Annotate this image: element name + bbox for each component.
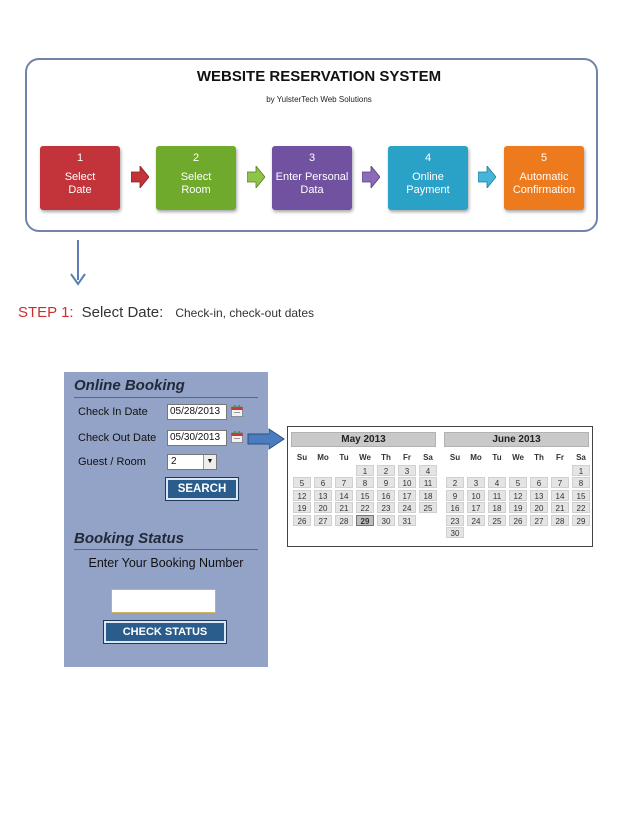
day-cell[interactable]: 17 [467,502,485,513]
day-cell[interactable]: 23 [377,502,395,513]
day-cell[interactable]: 3 [398,465,416,476]
day-cell[interactable]: 11 [488,490,506,501]
day-cell[interactable]: 4 [419,465,437,476]
check-out-label: Check Out Date [78,432,157,444]
empty-day-cell [530,465,548,476]
guest-room-value: 2 [171,456,177,467]
empty-day-cell [488,527,506,538]
day-cell[interactable]: 22 [572,502,590,513]
day-cell[interactable]: 7 [551,477,569,488]
day-cell[interactable]: 5 [509,477,527,488]
weekday-row [444,451,589,465]
weekday-label: Th [534,453,544,462]
weekday-label: Sa [423,453,433,462]
weekday-label: Mo [317,453,329,462]
empty-day-cell [314,465,332,476]
day-cell[interactable]: 29 [572,515,590,526]
day-cell[interactable]: 15 [356,490,374,501]
day-cell[interactable]: 19 [509,502,527,513]
day-cell[interactable]: 9 [446,490,464,501]
booking-number-input[interactable] [111,589,216,613]
day-cell[interactable]: 7 [335,477,353,488]
pointer-arrow-icon [247,428,285,450]
system-subtitle: by YulsterTech Web Solutions [266,95,372,104]
day-cell[interactable]: 27 [530,515,548,526]
day-cell[interactable]: 1 [572,465,590,476]
month-title: May 2013 [291,432,436,447]
empty-day-cell [335,465,353,476]
step-number: 1 [76,152,84,164]
guest-room-label: Guest / Room [78,456,146,468]
step-arrow-icon [131,166,149,188]
day-cell[interactable]: 25 [419,502,437,513]
day-cell[interactable]: 10 [467,490,485,501]
day-cell[interactable]: 11 [419,477,437,488]
empty-day-cell [419,515,437,526]
day-cell[interactable]: 30 [446,527,464,538]
day-cell[interactable]: 18 [419,490,437,501]
date-picker-calendar [287,426,593,547]
weekday-label: Mo [470,453,482,462]
check-in-label: Check In Date [78,406,148,418]
day-cell[interactable]: 23 [446,515,464,526]
step-box-2 [156,146,236,210]
day-cell[interactable]: 14 [335,490,353,501]
day-cell[interactable]: 25 [488,515,506,526]
step-number: 4 [424,152,432,164]
step-box-4 [388,146,468,210]
day-cell[interactable]: 28 [335,515,353,526]
step-number: 2 [192,152,200,164]
empty-day-cell [509,527,527,538]
day-cell[interactable]: 27 [314,515,332,526]
weekday-label: Tu [339,453,349,462]
weekday-label: Su [296,453,308,462]
check-status-button[interactable]: CHECK STATUS [104,621,226,643]
day-cell[interactable]: 30 [377,515,395,526]
day-cell[interactable]: 20 [530,502,548,513]
day-cell[interactable]: 6 [530,477,548,488]
booking-number-prompt: Enter Your Booking Number [88,556,244,570]
day-cell[interactable]: 12 [509,490,527,501]
day-cell[interactable]: 13 [314,490,332,501]
step-arrow-icon [247,166,265,188]
step-label: Online Payment [406,171,450,196]
day-cell[interactable]: 8 [572,477,590,488]
step-box-3 [272,146,352,210]
check-out-input[interactable]: 05/30/2013 [167,430,227,446]
empty-day-cell [551,465,569,476]
empty-day-cell [488,465,506,476]
booking-status-title: Booking Status [74,530,185,547]
booking-panel [64,372,268,667]
weekday-label: Su [449,453,461,462]
day-cell[interactable]: 24 [467,515,485,526]
weekday-label: Th [381,453,391,462]
day-cell[interactable]: 9 [377,477,395,488]
day-cell[interactable]: 2 [377,465,395,476]
month-may-2013 [291,432,436,526]
day-cell[interactable]: 21 [551,502,569,513]
weekday-row [291,451,436,465]
day-cell[interactable]: 26 [293,515,311,526]
online-booking-title: Online Booking [74,377,185,394]
day-cell[interactable]: 26 [509,515,527,526]
guest-room-select[interactable] [167,454,217,470]
day-cell[interactable]: 18 [488,502,506,513]
step-number-label: STEP 1: [18,304,74,321]
chevron-down-icon[interactable]: ▼ [203,455,216,469]
empty-day-cell [467,465,485,476]
empty-day-cell [446,465,464,476]
step-arrow-icon [362,166,380,188]
weekday-label: Fr [556,453,564,462]
day-cell[interactable]: 22 [356,502,374,513]
step-label: Select Room [180,171,212,196]
down-arrow-icon [68,240,88,288]
step-number: 3 [308,152,316,164]
search-button[interactable]: SEARCH [166,478,238,500]
day-cell[interactable]: 8 [356,477,374,488]
day-cell[interactable]: 13 [530,490,548,501]
empty-day-cell [572,527,590,538]
step-description: Check-in, check-out dates [175,306,315,320]
step-label: Select Date [64,171,96,196]
day-cell[interactable]: 16 [377,490,395,501]
divider [74,397,258,398]
day-cell[interactable]: 6 [314,477,332,488]
step-label: Enter Personal Data [275,171,349,196]
day-cell[interactable]: 14 [551,490,569,501]
day-cell[interactable]: 16 [446,502,464,513]
divider [74,549,258,550]
day-cell[interactable]: 10 [398,477,416,488]
day-cell[interactable]: 24 [398,502,416,513]
check-in-input[interactable]: 05/28/2013 [167,404,227,420]
day-cell[interactable]: 21 [335,502,353,513]
weekday-label: Fr [403,453,411,462]
weekday-label: Sa [576,453,586,462]
calendar-icon[interactable] [231,405,243,417]
day-cell[interactable]: 4 [488,477,506,488]
day-cell[interactable]: 3 [467,477,485,488]
selected-day-cell[interactable]: 29 [356,515,374,526]
day-cell[interactable]: 19 [293,502,311,513]
empty-day-cell [293,465,311,476]
step-arrow-icon [478,166,496,188]
day-cell[interactable]: 20 [314,502,332,513]
empty-day-cell [467,527,485,538]
month-june-2013 [444,432,589,538]
day-cell[interactable]: 1 [356,465,374,476]
day-cell[interactable]: 28 [551,515,569,526]
weekday-label: Tu [492,453,502,462]
step-number: 5 [540,152,548,164]
day-cell[interactable]: 2 [446,477,464,488]
empty-day-cell [530,527,548,538]
day-cell[interactable]: 17 [398,490,416,501]
empty-day-cell [551,527,569,538]
day-cell[interactable]: 31 [398,515,416,526]
day-cell[interactable]: 15 [572,490,590,501]
step-box-1 [40,146,120,210]
day-cell[interactable]: 5 [293,477,311,488]
step-name: Select Date: [81,304,164,321]
weekday-label: We [359,453,371,462]
step-label: Automatic Confirmation [512,171,576,196]
step-box-5 [504,146,584,210]
weekday-label: We [512,453,524,462]
day-cell[interactable]: 12 [293,490,311,501]
calendar-icon[interactable] [231,431,243,443]
month-title: June 2013 [444,432,589,447]
system-title: WEBSITE RESERVATION SYSTEM [196,68,442,85]
empty-day-cell [509,465,527,476]
step-heading [18,304,314,322]
